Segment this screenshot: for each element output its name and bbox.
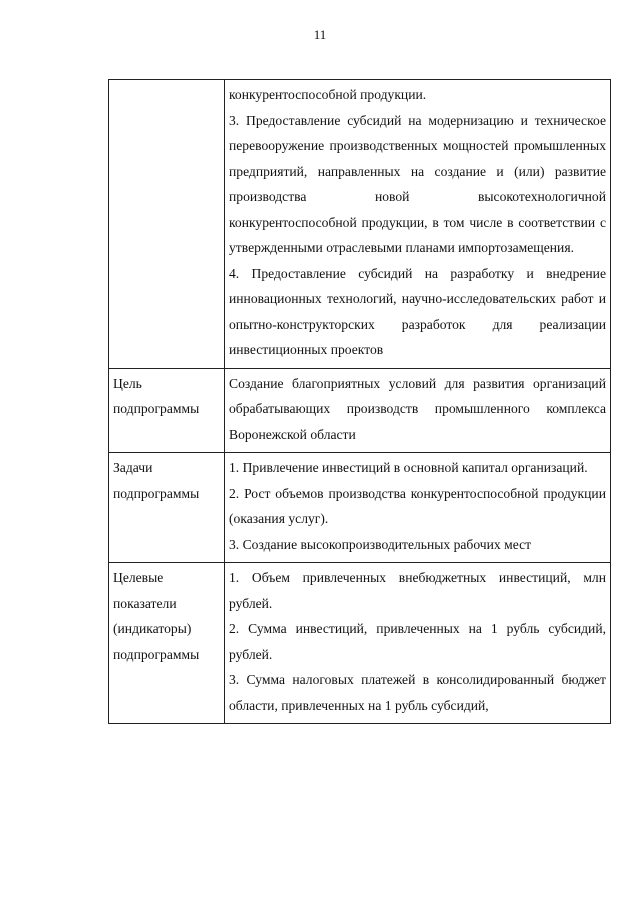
paragraph: 1. Привлечение инвестиций в основной капитал организаций.	[229, 460, 588, 475]
table-row-continuation	[109, 80, 611, 369]
row-content	[225, 563, 611, 724]
row-label-goal: Цель подпрограммы	[109, 368, 225, 453]
paragraph: 3. Сумма налоговых платежей в консолидированный бюджет области, привлеченных на 1 рубль субсидий,	[229, 672, 606, 713]
row-content	[225, 453, 611, 563]
row-label-indicators: Целевые показатели (индикаторы) подпрограммы	[109, 563, 225, 724]
page-number: 11	[313, 27, 327, 42]
paragraph: конкурентоспособной продукции.	[229, 87, 427, 102]
row-label-tasks: Задачи подпрограммы	[109, 453, 225, 563]
paragraph: Создание благоприятных условий для развития организаций обрабатывающих производств промышленного комплекса Воронежской области	[229, 375, 606, 442]
row-label-empty	[109, 80, 225, 369]
paragraph: 2. Сумма инвестиций, привлеченных на 1 рубль субсидий, рублей.	[229, 621, 606, 662]
paragraph: 3. Создание высокопроизводительных рабочих мест	[229, 536, 532, 552]
paragraph: 1. Объем привлеченных внебюджетных инвестиций, млн рублей.	[229, 570, 606, 611]
table-row-indicators	[109, 563, 611, 724]
row-content	[225, 80, 611, 369]
row-content	[225, 368, 611, 453]
paragraph: 3. Предоставление субсидий на модернизацию и техническое перевооружение производственных мощностей промышленных предприятий, направленных на создание и (или) развитие производства новой высокотехнологичной конкурентоспособной продукции, в том числе в соответствии с утвержденными отраслевыми планами импортозамещения.	[229, 112, 606, 255]
paragraph: 4. Предоставление субсидий на разработку и внедрение инновационных технологий, научно-исследовательских работ и опытно-конструкторских разработок для реализации инвестиционных проектов	[229, 265, 606, 357]
table-row-tasks	[109, 453, 611, 563]
paragraph: 2. Рост объемов производства конкурентоспособной продукции (оказания услуг).	[229, 485, 606, 526]
subprogram-passport-table	[108, 79, 611, 724]
table-row-goal	[109, 368, 611, 453]
